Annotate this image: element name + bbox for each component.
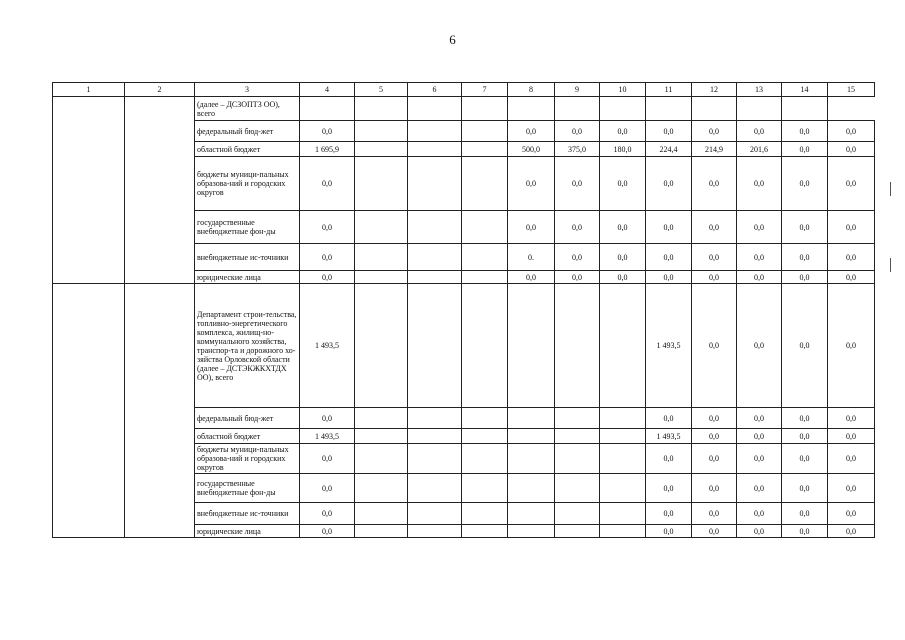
value-cell bbox=[462, 271, 508, 284]
page-number: 6 bbox=[449, 32, 456, 47]
source-label: бюджеты муници-пальных образова-ний и городских округов bbox=[195, 157, 300, 211]
value-cell bbox=[355, 97, 408, 121]
value-cell bbox=[408, 525, 462, 538]
value-cell bbox=[508, 408, 555, 429]
value-cell: 0,0 bbox=[737, 474, 782, 503]
value-cell bbox=[600, 525, 646, 538]
column-number: 8 bbox=[508, 83, 555, 97]
value-cell bbox=[462, 444, 508, 474]
value-cell bbox=[355, 142, 408, 157]
value-cell bbox=[408, 142, 462, 157]
value-cell bbox=[462, 121, 508, 142]
value-cell: 0,0 bbox=[828, 157, 875, 211]
value-cell: 0,0 bbox=[508, 121, 555, 142]
value-cell bbox=[462, 474, 508, 503]
value-cell: 0,0 bbox=[300, 121, 355, 142]
value-cell: 0,0 bbox=[508, 211, 555, 244]
value-cell bbox=[408, 474, 462, 503]
value-cell bbox=[555, 429, 600, 444]
value-cell bbox=[737, 97, 782, 121]
value-cell: 0,0 bbox=[828, 211, 875, 244]
value-cell bbox=[355, 271, 408, 284]
value-cell: 0,0 bbox=[646, 121, 692, 142]
value-cell bbox=[555, 97, 600, 121]
column-number: 5 bbox=[355, 83, 408, 97]
value-cell: 0,0 bbox=[300, 408, 355, 429]
value-cell bbox=[600, 503, 646, 525]
measure-number-cell bbox=[53, 284, 125, 538]
value-cell: 0,0 bbox=[508, 271, 555, 284]
value-cell: 0,0 bbox=[828, 284, 875, 408]
value-cell bbox=[408, 408, 462, 429]
value-cell bbox=[462, 97, 508, 121]
value-cell: 0,0 bbox=[737, 525, 782, 538]
value-cell: 0,0 bbox=[782, 211, 828, 244]
value-cell bbox=[462, 503, 508, 525]
value-cell bbox=[508, 429, 555, 444]
source-label: внебюджетные ис-точники bbox=[195, 244, 300, 271]
value-cell: 1 695,9 bbox=[300, 142, 355, 157]
value-cell: 0,0 bbox=[300, 503, 355, 525]
value-cell: 0,0 bbox=[600, 244, 646, 271]
value-cell: 224,4 bbox=[646, 142, 692, 157]
value-cell bbox=[646, 97, 692, 121]
value-cell bbox=[462, 284, 508, 408]
value-cell: 0,0 bbox=[737, 429, 782, 444]
value-cell bbox=[355, 121, 408, 142]
value-cell: 0,0 bbox=[646, 408, 692, 429]
value-cell bbox=[408, 429, 462, 444]
value-cell: 1 493,5 bbox=[646, 429, 692, 444]
value-cell bbox=[600, 408, 646, 429]
value-cell bbox=[408, 271, 462, 284]
source-label: федеральный бюд-жет bbox=[195, 408, 300, 429]
value-cell: 0,0 bbox=[692, 244, 737, 271]
value-cell: 0,0 bbox=[828, 121, 875, 142]
value-cell bbox=[408, 121, 462, 142]
value-cell: 0,0 bbox=[646, 474, 692, 503]
value-cell bbox=[462, 157, 508, 211]
source-label: бюджеты муници-пальных образова-ний и городских округов bbox=[195, 444, 300, 474]
column-number: 15 bbox=[828, 83, 875, 97]
value-cell: 0,0 bbox=[300, 444, 355, 474]
value-cell: 0,0 bbox=[646, 503, 692, 525]
value-cell: 0,0 bbox=[555, 211, 600, 244]
source-label: юридические лица bbox=[195, 525, 300, 538]
value-cell: 0,0 bbox=[737, 284, 782, 408]
value-cell bbox=[355, 211, 408, 244]
value-cell: 1 493,5 bbox=[646, 284, 692, 408]
value-cell: 0,0 bbox=[782, 429, 828, 444]
value-cell bbox=[300, 97, 355, 121]
measure-number-cell bbox=[53, 97, 125, 284]
value-cell bbox=[462, 211, 508, 244]
value-cell: 0,0 bbox=[300, 525, 355, 538]
value-cell: 0,0 bbox=[692, 408, 737, 429]
value-cell: 0,0 bbox=[600, 121, 646, 142]
value-cell: 0,0 bbox=[782, 525, 828, 538]
column-number: 4 bbox=[300, 83, 355, 97]
value-cell bbox=[355, 429, 408, 444]
value-cell bbox=[600, 474, 646, 503]
value-cell: 214,9 bbox=[692, 142, 737, 157]
value-cell bbox=[408, 244, 462, 271]
value-cell bbox=[408, 157, 462, 211]
value-cell bbox=[355, 474, 408, 503]
value-cell bbox=[408, 211, 462, 244]
value-cell: 0,0 bbox=[782, 142, 828, 157]
value-cell: 0,0 bbox=[737, 408, 782, 429]
value-cell: 0,0 bbox=[692, 474, 737, 503]
value-cell: 0,0 bbox=[828, 429, 875, 444]
value-cell: 0,0 bbox=[555, 121, 600, 142]
value-cell: 0,0 bbox=[600, 157, 646, 211]
value-cell bbox=[508, 474, 555, 503]
value-cell bbox=[600, 97, 646, 121]
column-number: 3 bbox=[195, 83, 300, 97]
value-cell: 0,0 bbox=[828, 244, 875, 271]
value-cell: 0,0 bbox=[737, 244, 782, 271]
value-cell: 0,0 bbox=[782, 503, 828, 525]
value-cell: 0,0 bbox=[828, 271, 875, 284]
value-cell: 0,0 bbox=[300, 157, 355, 211]
value-cell: 0,0 bbox=[782, 444, 828, 474]
value-cell: 0,0 bbox=[782, 284, 828, 408]
value-cell: 0,0 bbox=[782, 244, 828, 271]
value-cell bbox=[508, 97, 555, 121]
value-cell: 0,0 bbox=[737, 157, 782, 211]
value-cell bbox=[508, 525, 555, 538]
header-row bbox=[53, 83, 875, 97]
source-label: федеральный бюд-жет bbox=[195, 121, 300, 142]
value-cell bbox=[555, 525, 600, 538]
value-cell bbox=[408, 284, 462, 408]
value-cell: 0,0 bbox=[692, 157, 737, 211]
source-label: внебюджетные ис-точники bbox=[195, 503, 300, 525]
value-cell: 0,0 bbox=[828, 474, 875, 503]
value-cell bbox=[355, 284, 408, 408]
value-cell: 0,0 bbox=[600, 271, 646, 284]
value-cell: 0,0 bbox=[782, 408, 828, 429]
value-cell: 0,0 bbox=[737, 121, 782, 142]
value-cell bbox=[462, 408, 508, 429]
value-cell bbox=[462, 244, 508, 271]
value-cell: 0,0 bbox=[828, 525, 875, 538]
value-cell: 0,0 bbox=[737, 271, 782, 284]
value-cell bbox=[555, 474, 600, 503]
value-cell: 0,0 bbox=[782, 121, 828, 142]
column-number: 14 bbox=[782, 83, 828, 97]
value-cell bbox=[355, 444, 408, 474]
source-label: (далее – ДСЗОПТЗ ОО), всего bbox=[195, 97, 300, 121]
value-cell: 0,0 bbox=[300, 271, 355, 284]
column-number: 7 bbox=[462, 83, 508, 97]
source-label: областной бюджет bbox=[195, 429, 300, 444]
source-label: государственные внебюджетные фон-ды bbox=[195, 211, 300, 244]
column-number: 6 bbox=[408, 83, 462, 97]
value-cell: 0,0 bbox=[782, 271, 828, 284]
source-label: государственные внебюджетные фон-ды bbox=[195, 474, 300, 503]
value-cell bbox=[408, 503, 462, 525]
value-cell bbox=[555, 503, 600, 525]
value-cell bbox=[600, 444, 646, 474]
column-number: 11 bbox=[646, 83, 692, 97]
value-cell: 0,0 bbox=[692, 284, 737, 408]
value-cell: 0,0 bbox=[600, 211, 646, 244]
column-number: 1 bbox=[53, 83, 125, 97]
value-cell bbox=[555, 408, 600, 429]
value-cell: 1 493,5 bbox=[300, 429, 355, 444]
value-cell: 0,0 bbox=[646, 211, 692, 244]
value-cell: 0,0 bbox=[692, 525, 737, 538]
value-cell bbox=[600, 429, 646, 444]
value-cell: 0,0 bbox=[555, 157, 600, 211]
table-row bbox=[53, 284, 875, 408]
value-cell: 0,0 bbox=[300, 244, 355, 271]
column-number: 12 bbox=[692, 83, 737, 97]
value-cell: 0,0 bbox=[555, 271, 600, 284]
value-cell: 500,0 bbox=[508, 142, 555, 157]
value-cell bbox=[355, 525, 408, 538]
value-cell: 0,0 bbox=[646, 525, 692, 538]
value-cell: 0,0 bbox=[300, 474, 355, 503]
budget-table bbox=[52, 82, 875, 538]
value-cell bbox=[508, 284, 555, 408]
value-cell bbox=[408, 97, 462, 121]
value-cell: 0,0 bbox=[646, 444, 692, 474]
value-cell: 375,0 bbox=[555, 142, 600, 157]
value-cell: 0,0 bbox=[782, 474, 828, 503]
value-cell bbox=[355, 503, 408, 525]
value-cell: 180,0 bbox=[600, 142, 646, 157]
value-cell: 0. bbox=[508, 244, 555, 271]
value-cell bbox=[462, 525, 508, 538]
value-cell bbox=[408, 444, 462, 474]
source-label: областной бюджет bbox=[195, 142, 300, 157]
value-cell bbox=[782, 97, 828, 121]
value-cell: 0,0 bbox=[646, 271, 692, 284]
value-cell bbox=[555, 284, 600, 408]
value-cell bbox=[355, 157, 408, 211]
column-number: 10 bbox=[600, 83, 646, 97]
column-number: 9 bbox=[555, 83, 600, 97]
value-cell: 201,6 bbox=[737, 142, 782, 157]
value-cell bbox=[508, 444, 555, 474]
value-cell bbox=[355, 408, 408, 429]
value-cell: 0,0 bbox=[692, 429, 737, 444]
value-cell: 0,0 bbox=[646, 244, 692, 271]
value-cell: 0,0 bbox=[508, 157, 555, 211]
value-cell bbox=[462, 142, 508, 157]
value-cell: 0,0 bbox=[692, 444, 737, 474]
value-cell bbox=[355, 244, 408, 271]
measure-name-cell bbox=[125, 97, 195, 284]
value-cell bbox=[555, 444, 600, 474]
measure-name-cell bbox=[125, 284, 195, 538]
value-cell bbox=[462, 429, 508, 444]
value-cell: 0,0 bbox=[692, 271, 737, 284]
column-number: 2 bbox=[125, 83, 195, 97]
source-label: юридические лица bbox=[195, 271, 300, 284]
value-cell: 0,0 bbox=[646, 157, 692, 211]
value-cell: 0,0 bbox=[737, 211, 782, 244]
value-cell: 0,0 bbox=[692, 503, 737, 525]
value-cell: 0,0 bbox=[828, 503, 875, 525]
margin-mark bbox=[890, 182, 891, 196]
value-cell: 0,0 bbox=[828, 142, 875, 157]
margin-mark bbox=[890, 258, 891, 272]
value-cell: 1 493,5 bbox=[300, 284, 355, 408]
value-cell: 0,0 bbox=[737, 503, 782, 525]
table-row bbox=[53, 97, 875, 121]
value-cell: 0,0 bbox=[828, 408, 875, 429]
value-cell: 0,0 bbox=[692, 211, 737, 244]
value-cell bbox=[508, 503, 555, 525]
value-cell: 0,0 bbox=[828, 444, 875, 474]
column-number: 13 bbox=[737, 83, 782, 97]
value-cell bbox=[692, 97, 737, 121]
value-cell: 0,0 bbox=[300, 211, 355, 244]
value-cell: 0,0 bbox=[555, 244, 600, 271]
value-cell bbox=[600, 284, 646, 408]
value-cell: 0,0 bbox=[692, 121, 737, 142]
source-label: Департамент строи-тельства, топливно-энергетического комплекса, жилищ-но-коммунального хозяйства, транспор-та и дорожного хо-зяйства Орловской области (далее – ДСТЭКЖКХТДХ ОО), всего bbox=[195, 284, 300, 408]
value-cell: 0,0 bbox=[737, 444, 782, 474]
value-cell: 0,0 bbox=[782, 157, 828, 211]
